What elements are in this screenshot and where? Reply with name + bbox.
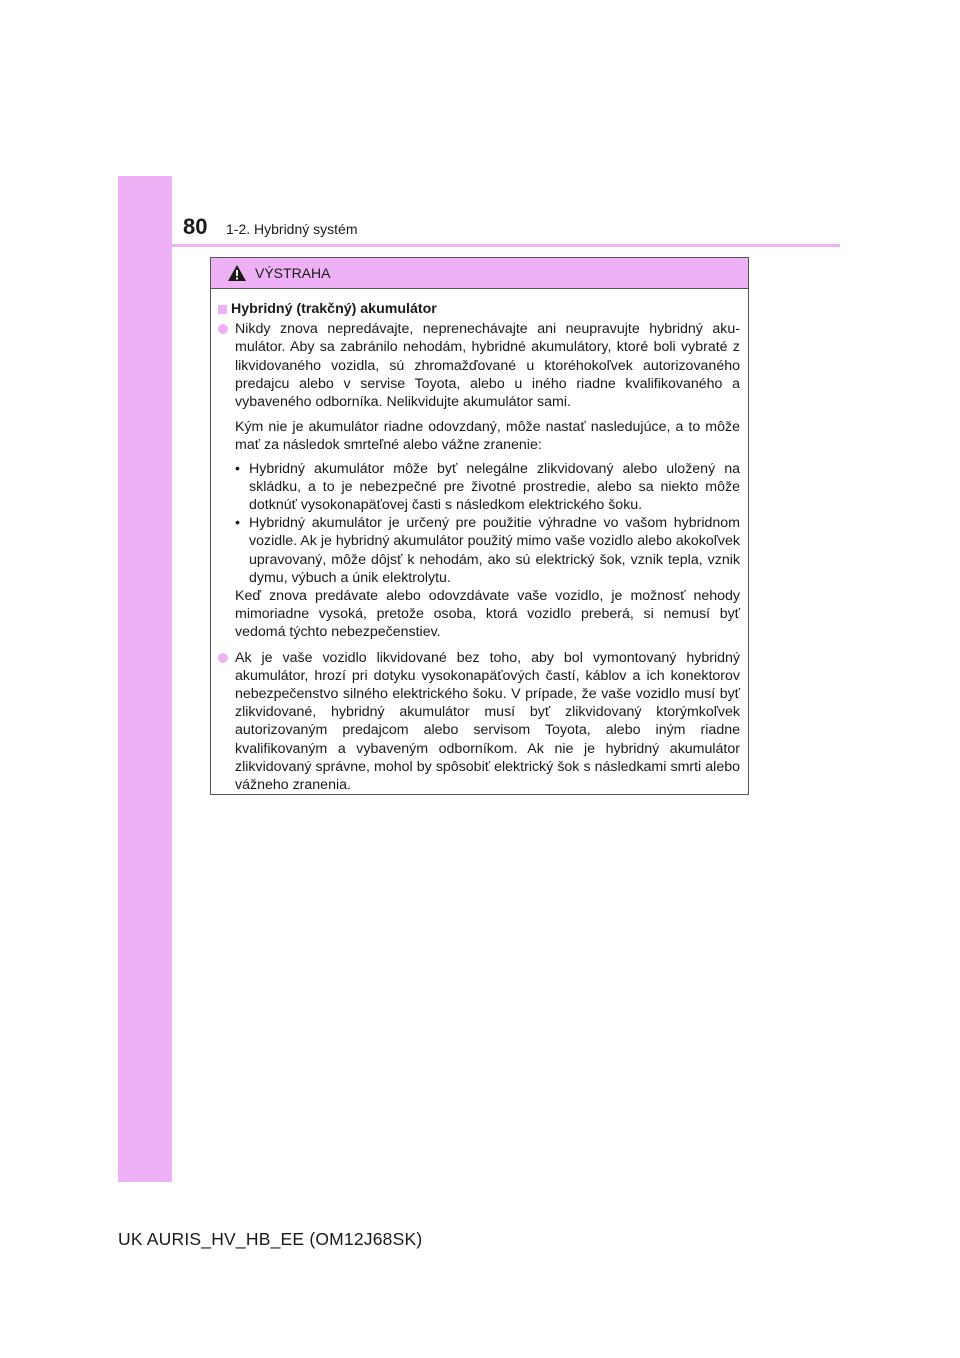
bullet-item: [235, 514, 740, 587]
item-content: [235, 649, 740, 795]
warning-header: [211, 258, 748, 289]
page-number: 80: [183, 214, 208, 239]
bullet-text: Hybridný akumulátor môže byť nelegálne zlikvidovaný alebo uložený na skládku, a to je nebezpečné pre životné prostredie, alebo sa niekto môže dotknúť vysokonapäťovej časti s následkom elektrického šoku.: [249, 460, 740, 514]
warning-title: VÝSTRAHA: [255, 265, 331, 281]
paragraph: Kým nie je akumulátor riadne odovzdaný, môže nastať nasledujúce, a to môže mať za následok smrteľné alebo vážne zranenie:: [235, 419, 740, 454]
warning-body: [211, 289, 748, 794]
warning-triangle-icon: [227, 264, 247, 282]
header-rule: [172, 244, 840, 247]
section-title: 1-2. Hybridný systém: [226, 221, 358, 237]
paragraph: Ak je vaše vozidlo likvidované bez toho, aby bol vymontovaný hybridný akumulátor, hrozí pri dotyku vysokonapäťových častí, káblov a ich konektorov nebezpečenstvo silného elektrického šoku. V prípade, že vaše vozidlo musí byť zlikvidované, hybridný akumulátor musí byť zlikvidovaný ktorýmkoľvek autorizovaným predajcom alebo servisom Toyota, alebo iným riadne kvalifikovaným a vybaveným odborníkom. Ak nie je hybridný akumulátor zlikvidovaný správne, mohol by spôsobiť elektrický šok s následkami smrti alebo vážneho zranenia.: [235, 649, 740, 794]
bullet-list: [235, 460, 740, 587]
footer-code: UK AURIS_HV_HB_EE (OM12J68SK): [118, 1229, 423, 1249]
circle-bullet-icon: [218, 324, 228, 334]
square-bullet-icon: [218, 305, 227, 314]
bullet-text: Hybridný akumulátor je určený pre použitie výhradne vo vašom hybridnom vozidle. Ak je hybridný akumulátor použitý mimo vaše vozidlo alebo akokoľvek upravovaný, môže dôjsť k nehodám, ako sú elektrický šok, vznik tepla, vznik dymu, výbuch a únik elektrolytu.: [249, 515, 740, 586]
bullet-item: [235, 460, 740, 515]
paragraph: Nikdy znova nepredávajte, neprenechávajte ani neupravujte hybridný akumulátor. Aby sa zabránilo nehodám, hybridné akumulátory, ktoré boli vybraté z likvidovaného vozidla, sú zhromažďované u ktoréhokoľvek autorizovaného predajcu alebo v servise Toyota, alebo u iného riadne kvalifikovaného a vybaveného odborníka. Nelikvidujte akumulátor sami.: [235, 321, 740, 411]
warning-box: [210, 257, 749, 795]
paragraph: Keď znova predávate alebo odovzdávate vaše vozidlo, je možnosť nehody mimoriadne vysoká, pretože osoba, ktorá vozidlo preberá, si nemusí byť vedomá týchto nebezpečenstiev.: [235, 588, 740, 641]
warning-subheading: [218, 300, 740, 318]
circle-bullet-icon: [218, 653, 228, 663]
bullet-dot-icon: •: [235, 460, 240, 477]
side-color-bar: [118, 176, 172, 1182]
list-item: [218, 649, 740, 795]
list-item: [218, 320, 740, 641]
subheading-text: Hybridný (trakčný) akumulátor: [231, 301, 437, 317]
bullet-dot-icon: •: [235, 515, 240, 532]
item-content: [235, 320, 740, 641]
